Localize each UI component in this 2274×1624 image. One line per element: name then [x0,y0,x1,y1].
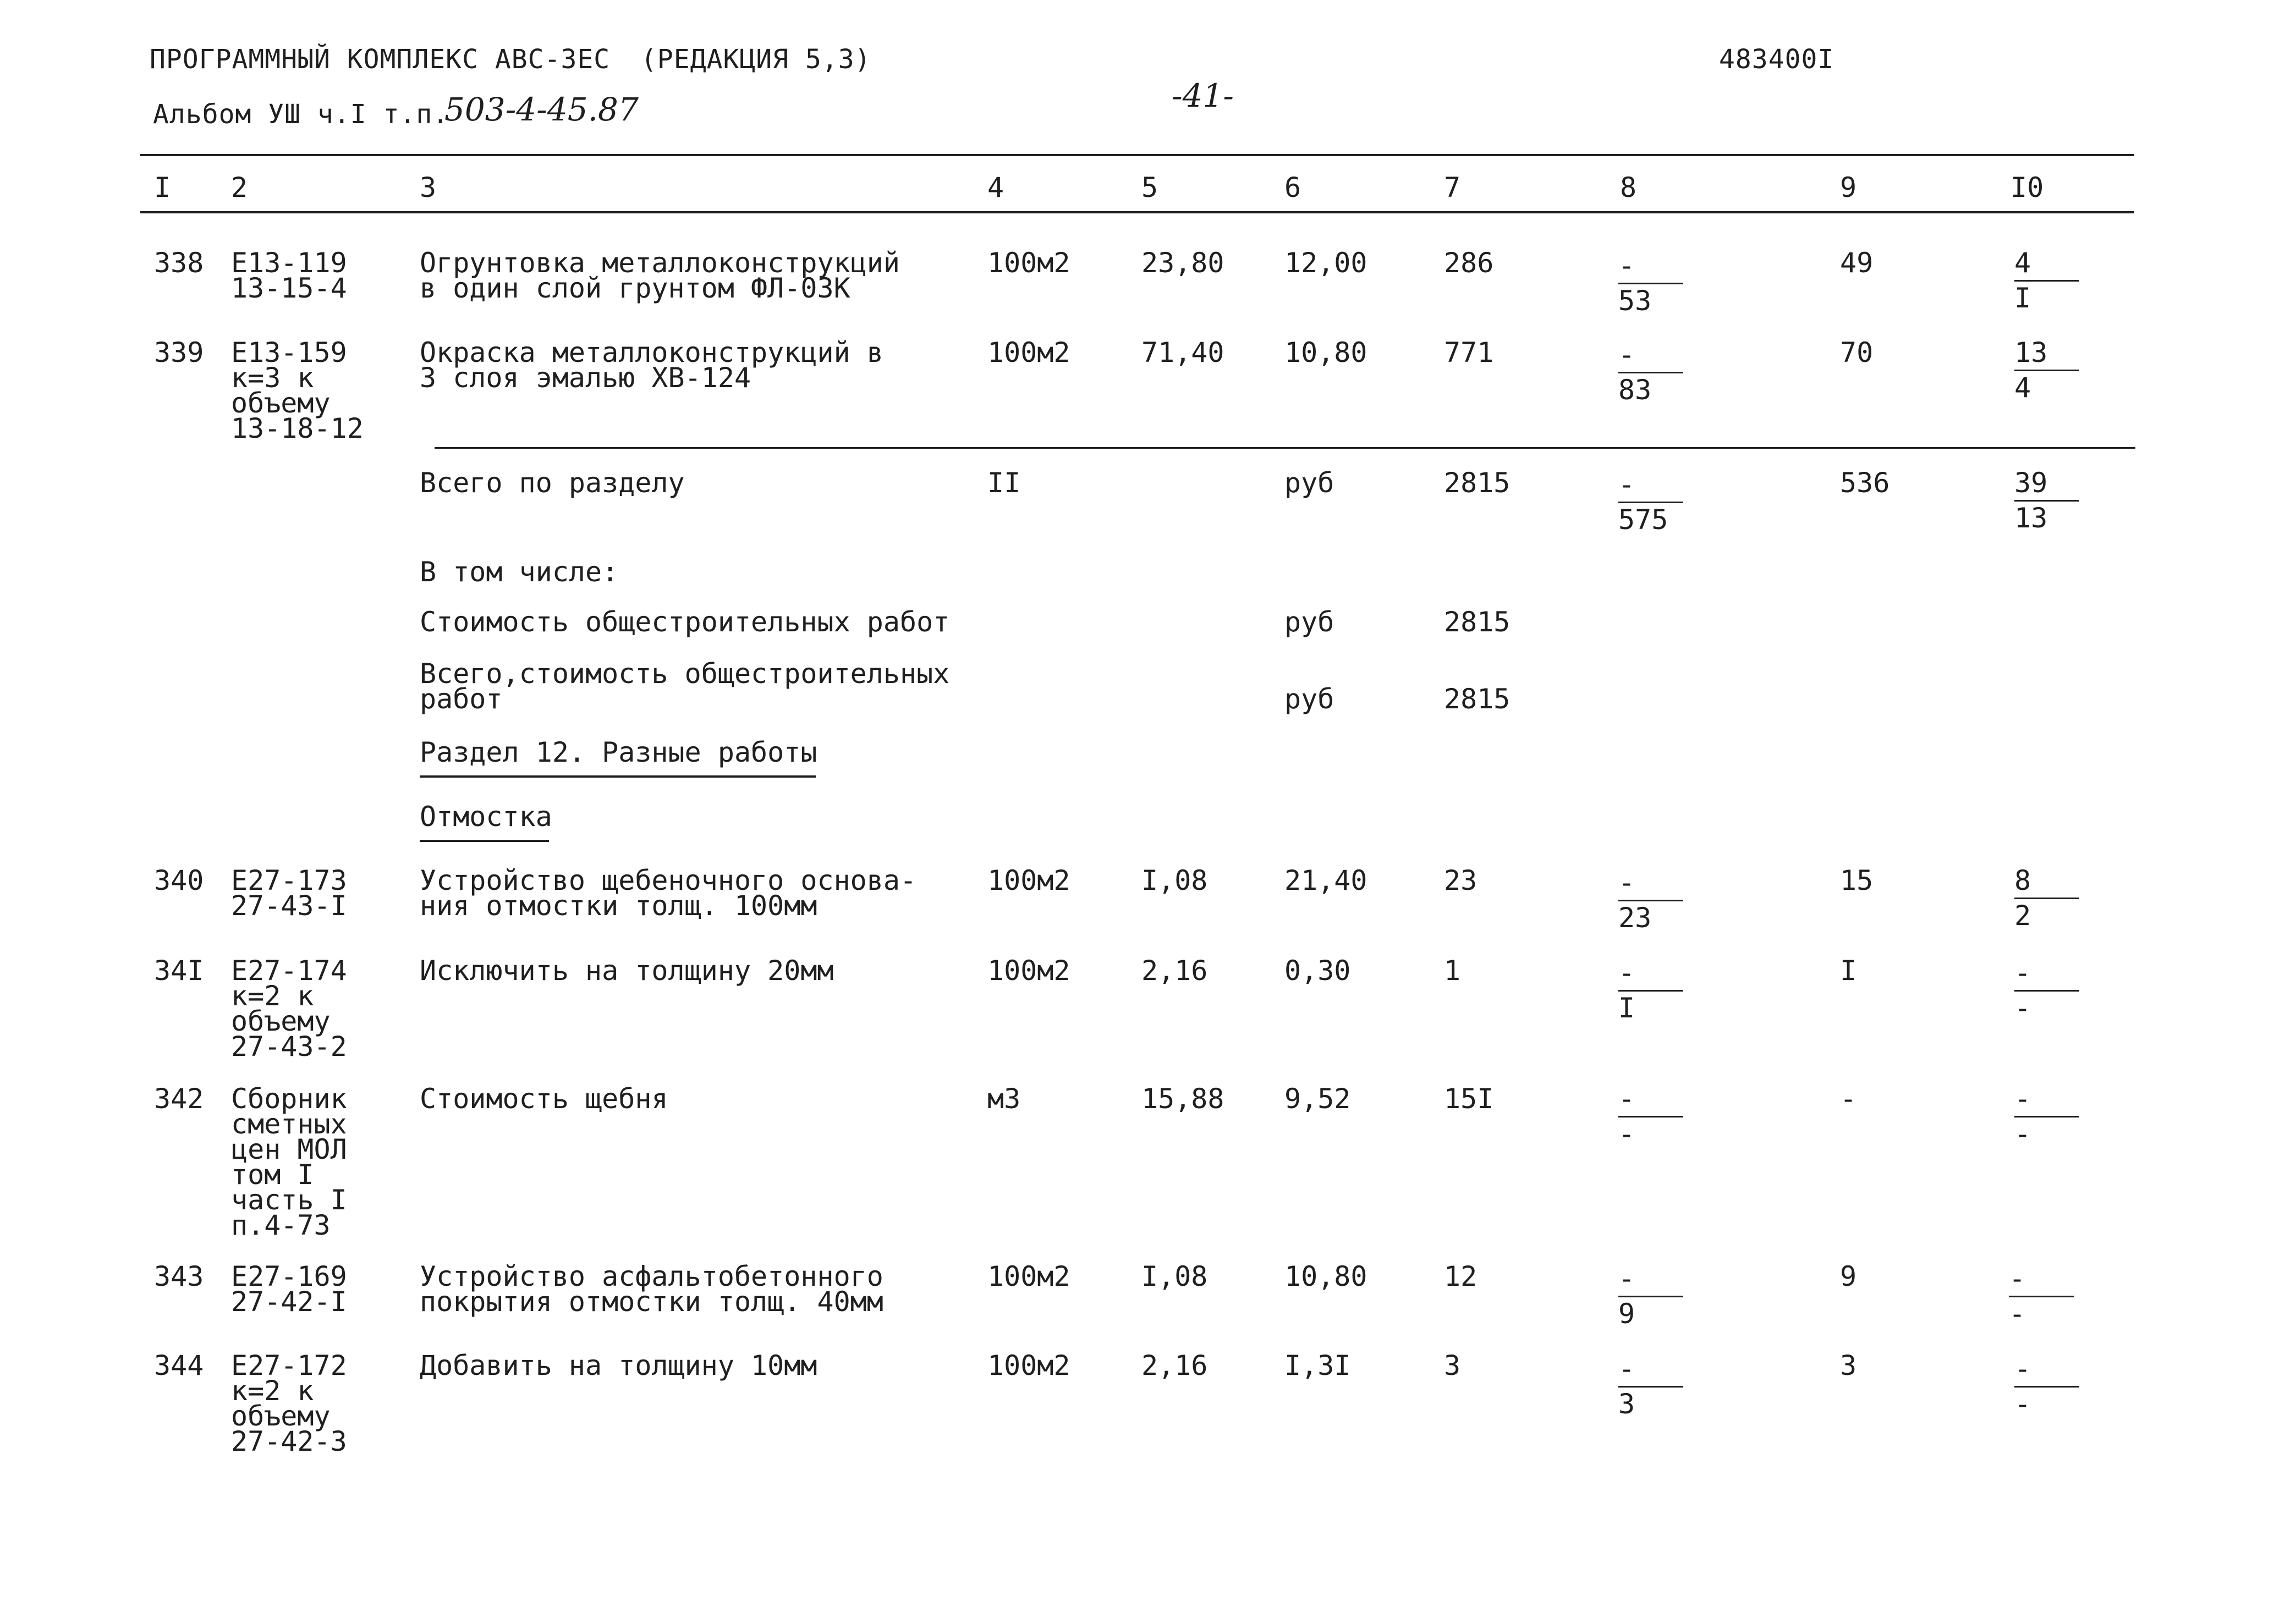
unit: 100м2 [987,247,1070,279]
total-cost: 12 [1444,1260,1477,1292]
unit-price: 21,40 [1284,865,1367,896]
total-cost: 23 [1444,865,1477,896]
total-cost: 771 [1444,337,1494,368]
column-header: I0 [2011,172,2044,203]
column-header: I [154,172,171,203]
unit-price: 0,30 [1284,955,1351,987]
section-divider-rule [435,447,2135,449]
row-number: 34I [154,955,204,987]
general-works-total-value: 2815 [1444,683,1510,715]
row-number: 343 [154,1260,204,1292]
norm-code: Е13-119 13-15-4 [231,247,347,304]
unit: 100м2 [987,1260,1070,1292]
quantity: I,08 [1141,1260,1208,1292]
col9-value: 49 [1840,247,1874,279]
subsection-title: Отмостка [420,801,552,833]
quantity: 2,16 [1141,1350,1208,1381]
section-title: Раздел 12. Разные работы [420,736,817,768]
col9-value: 70 [1840,337,1874,368]
unit-price: 12,00 [1284,247,1367,279]
quantity: I,08 [1141,865,1208,896]
column-header: 8 [1620,172,1637,203]
row-number: 339 [154,337,204,368]
norm-code: Е27-169 27-42-I [231,1260,347,1318]
section-title-underline [420,775,816,778]
general-works-cost-label: Стоимость общестроительных работ [420,606,950,638]
row-number: 344 [154,1350,204,1381]
col9-value: 536 [1840,467,1890,499]
quantity: 71,40 [1141,337,1224,368]
column-header: 6 [1284,172,1301,203]
column-header: 7 [1444,172,1461,203]
col9-value: 15 [1840,865,1874,896]
row-number: 342 [154,1083,204,1115]
unit-price: 10,80 [1284,337,1367,368]
row-number: 338 [154,247,204,279]
section-total-unit: II [987,467,1021,499]
album-label: Альбом УШ ч.I т.п. [153,99,449,130]
unit: 100м2 [987,955,1070,987]
work-description: Устройство щебеночного основа- ния отмостки толщ. 100мм [420,865,917,922]
general-works-cost-value: 2815 [1444,606,1510,638]
column-header: 9 [1840,172,1857,203]
including-label: В том числе: [420,556,619,588]
section-total-label: Всего по разделу [420,467,685,499]
general-works-total-label: Всего,стоимость общестроительных работ [420,658,950,715]
general-works-cost-currency: руб [1284,606,1334,638]
unit-price: 9,52 [1284,1083,1351,1115]
col9-value: 9 [1840,1260,1857,1292]
total-cost: 15I [1444,1083,1494,1115]
work-description: Огрунтовка металлоконструкций в один слой грунтом ФЛ-03К [420,247,900,304]
col9-value: 3 [1840,1350,1857,1381]
general-works-total-currency: руб [1284,683,1334,715]
col9-value: - [1840,1083,1857,1115]
unit-price: 10,80 [1284,1260,1367,1292]
norm-code: Е27-172 к=2 к объему 27-42-3 [231,1350,347,1457]
column-header: 3 [420,172,437,203]
norm-code: Е27-173 27-43-I [231,865,347,922]
work-description: Устройство асфальтобетонного покрытия отмостки толщ. 40мм [420,1260,883,1318]
total-cost: 3 [1444,1350,1461,1381]
quantity: 2,16 [1141,955,1208,987]
work-description: Добавить на толщину 10мм [420,1350,817,1381]
quantity: 15,88 [1141,1083,1224,1115]
table-top-rule [140,154,2134,156]
subsection-title-underline [420,840,549,842]
work-description: Стоимость щебня [420,1083,668,1115]
document-number: 483400I [1719,44,1834,75]
norm-code: Сборник сметных цен МОЛ том I часть I п.4-73 [231,1083,347,1241]
edition-label: (РЕДАКЦИЯ 5,3) [641,44,871,75]
header-bottom-rule [140,211,2134,213]
work-description: Исключить на толщину 20мм [420,955,834,987]
section-total-value: 2815 [1444,467,1510,499]
col9-value: I [1840,955,1857,987]
norm-code: Е27-174 к=2 к объему 27-43-2 [231,955,347,1063]
unit: м3 [987,1083,1021,1115]
page-number: -41- [1172,77,1234,114]
program-title: ПРОГРАММНЫЙ КОМПЛЕКС АВС-ЗЕС [150,44,611,75]
row-number: 340 [154,865,204,896]
unit: 100м2 [987,337,1070,368]
column-header: 5 [1141,172,1158,203]
unit: 100м2 [987,1350,1070,1381]
work-description: Окраска металлоконструкций в 3 слоя эмалью ХВ-124 [420,337,883,394]
norm-code: Е13-159 к=3 к объему 13-18-12 [231,337,364,444]
album-handwritten-number: 503-4-45.87 [444,91,639,128]
column-header: 2 [231,172,248,203]
section-total-currency: руб [1284,467,1334,499]
unit: 100м2 [987,865,1070,896]
quantity: 23,80 [1141,247,1224,279]
unit-price: I,3I [1284,1350,1351,1381]
total-cost: 286 [1444,247,1494,279]
total-cost: 1 [1444,955,1461,987]
column-header: 4 [987,172,1004,203]
